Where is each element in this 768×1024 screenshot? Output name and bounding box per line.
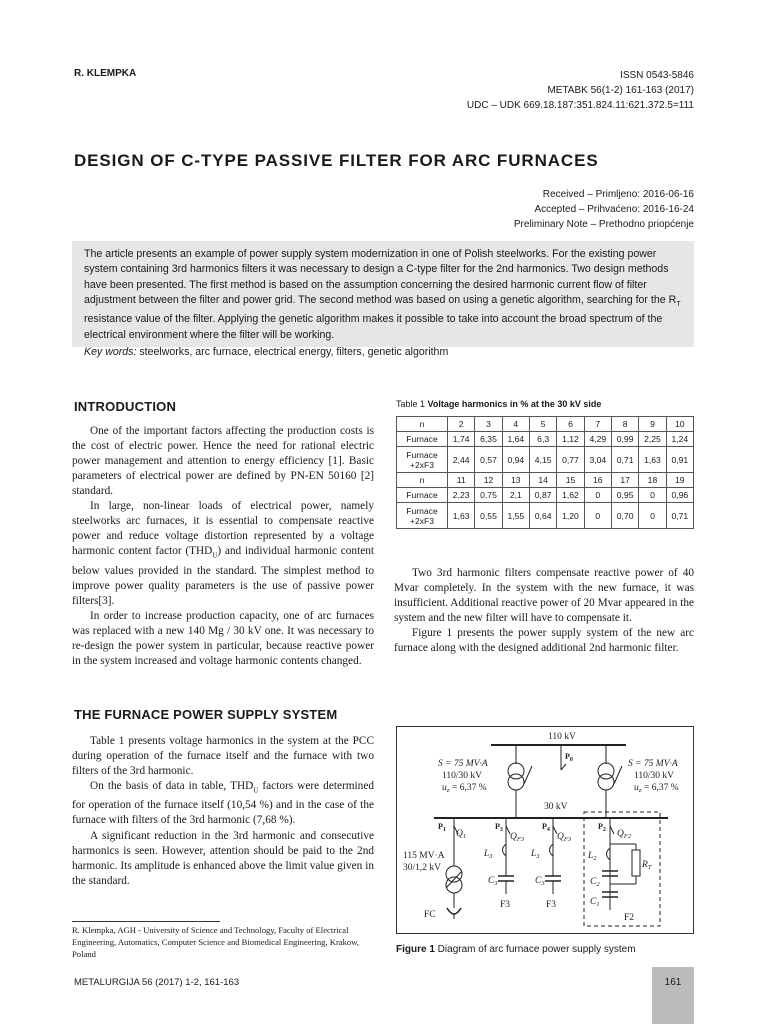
row-label-cell: Furnace [397,488,448,503]
right-column-text [394,566,694,656]
journal-reference: METABK 56(1-2) 161-163 (2017) [547,85,694,96]
f3b-label: F3 [546,900,557,910]
table-cell: 0,91 [666,447,693,473]
table-cell: 4,29 [584,432,611,447]
table-cell: 12 [475,473,502,488]
tr-right-uz: $u_z = 6,37$ % [634,783,679,794]
tr-right-power: S = 75 MV·A [628,759,678,769]
table-cell: 2,25 [639,432,666,447]
furnace-tr-ratio: 30/1,2 kV [403,863,441,873]
table-cell: 2 [448,417,475,432]
table-cell: 10 [666,417,693,432]
page-number: 161 [664,977,682,988]
table-cell: 19 [666,473,693,488]
table-cell: 1,62 [557,488,584,503]
c2-label: $C_2$ [590,877,600,888]
supply-paragraph: On the basis of data in table, $THD_U$ factors were determined for operation of the furnace itself (10,54 %) and in the case of the furnace with filters of the 3rd harmonic (7,68 %). [72,780,374,827]
p0-arrow [561,764,566,770]
table-cell: 1,64 [502,432,529,447]
row-label-cell: Furnace +2xF3 [397,503,448,529]
paper-type-note: Preliminary Note – Prethodno priopćenje [513,219,694,230]
table-cell: 4,15 [529,447,556,473]
table-cell: 15 [557,473,584,488]
table-cell: 0,77 [557,447,584,473]
author-affiliation: R. Klempka, AGH - University of Science and Technology, Faculty of Electrical Engineering, Automatics, Computer Science and Biomedical Engineering, Krakow, Poland [72,925,360,959]
table-cell: 1,55 [502,503,529,529]
rt-resistor [632,850,640,876]
tr-left-ratio: 110/30 kV [442,771,483,781]
tr-right-coil-2 [598,774,614,790]
table-cell: 1,74 [448,432,475,447]
row-label-cell: Furnace [397,432,448,447]
footnote-rule [72,921,220,922]
p2-label: $P_2$ [598,822,606,833]
c3b-label: $C_3$ [535,876,545,887]
table-cell: 3,04 [584,447,611,473]
intro-paragraph: One of the important factors affecting the production costs is the cost of electric power. Hence the need for rational electric power management and attention to energy efficiency [1]. Basic parameters of electrical power are defined by PN-EN 50160 [2] standard. [72,425,374,498]
table-cell: 0 [639,488,666,503]
tr-left-tap [524,766,532,784]
table-row [397,503,694,529]
table-cell: 16 [584,473,611,488]
table-cell: 11 [448,473,475,488]
author-header: R. KLEMPKA [74,68,137,79]
paper-title: DESIGN OF C-TYPE PASSIVE FILTER FOR ARC FURNACES [74,151,599,170]
table-cell: 6,3 [529,432,556,447]
bus-30kv-label: 30 kV [544,802,568,812]
abstract-text: The article presents an example of power supply system modernization in one of Polish steelworks. For the existing power system containing 3rd harmonics filters it was necessary to design a C-type filter for the 2nd harmonics. Two design methods have been presented. The first method is based on the assumption concerning the desired harmonic current flow of filter adjustment between the filter and power grid. The second method was based on using a genetic algorithm, searching for the $R_T$ resistance value of the filter. Applying the genetic algorithm makes it possible to take into account the broad spectrum of the electrical environment where the filter will be working. [84,248,681,341]
table-cell: 0,71 [611,447,638,473]
f3a-label: F3 [500,900,511,910]
table-cell: 1,12 [557,432,584,447]
udc-code: UDC – UDK 669.18.187:351.824.11:621.372.5=111 [466,100,694,111]
power-supply-diagram [396,726,694,934]
l2-label: $L_2$ [588,851,597,862]
table-cell: 17 [611,473,638,488]
table-cell: 0 [584,488,611,503]
bus-110kv-label: 110 kV [548,732,576,742]
l3b-label: $L_3$ [531,849,540,860]
arc-furnace-icon [447,908,461,914]
supply-heading: THE FURNACE POWER SUPPLY SYSTEM [74,707,338,722]
table-cell: 1,20 [557,503,584,529]
row-label-cell: n [397,417,448,432]
table-row [397,473,694,488]
table-cell: 0,87 [529,488,556,503]
supply-paragraph: A significant reduction in the 3rd harmonic and consecutive harmonics is seen. However, attention should be paid to the 2nd harmonic. Its amplitude is enhanced above the limit value given in the standard. [72,829,374,887]
abstract-box [72,241,694,358]
table-cell: 0,70 [611,503,638,529]
issn: ISSN 0543-5846 [620,70,694,81]
f2-label: F2 [624,913,635,923]
table-cell: 18 [639,473,666,488]
row-label-cell: n [397,473,448,488]
supply-paragraph: Table 1 presents voltage harmonics in the system at the PCC during operation of the furnace itself and the furnace with two filters of the 3rd harmonic. [72,735,374,778]
supply-body [72,734,374,889]
intro-body [72,424,374,669]
table-row [397,447,694,473]
table-cell: 2,1 [502,488,529,503]
table-cell: 0,55 [475,503,502,529]
table-cell: 9 [639,417,666,432]
tr-left-coil-2 [508,774,524,790]
table-cell: 5 [529,417,556,432]
table-cell: 6 [557,417,584,432]
table-cell: 0,95 [611,488,638,503]
received-date: Received – Primljeno: 2016-06-16 [542,189,694,200]
table-cell: 8 [611,417,638,432]
furnace-tr-power: 115 MV·A [403,851,445,861]
journal-metadata [467,68,694,113]
l3b-inductor [550,844,554,856]
p4-label: $P_4$ [542,822,550,833]
harmonics-table [396,416,694,529]
accepted-date: Accepted – Prihvaćeno: 2016-16-24 [534,204,694,215]
table-cell: 1,63 [639,447,666,473]
table-cell: 2,23 [448,488,475,503]
body-paragraph: Figure 1 presents the power supply system of the new arc furnace along with the designed additional 2nd harmonic filter. [394,627,694,655]
table-cell: 0,75 [475,488,502,503]
page-number-box [652,967,694,1024]
table-cell: 4 [502,417,529,432]
figure-caption: Figure 1 Diagram of arc furnace power supply system [396,944,636,955]
table-cell: 0,71 [666,503,693,529]
tr-right-tap [614,766,622,784]
table-caption: Table 1 Voltage harmonics in % at the 30 kV side [396,399,602,409]
table-cell: 1,63 [448,503,475,529]
table-cell: 0 [584,503,611,529]
row-label-cell: Furnace +2xF3 [397,447,448,473]
tr-right-ratio: 110/30 kV [634,771,675,781]
c3a-label: $C_3$ [488,876,498,887]
p3-label: $P_3$ [495,822,503,833]
table-cell: 14 [529,473,556,488]
rt-label: $R_T$ [642,860,652,871]
fc-label: FC [424,910,436,920]
l2-inductor [607,848,611,860]
body-paragraph: Two 3rd harmonic filters compensate reactive power of 40 Mvar completely. In the system with the new furnace, it was insufficient. Additional reactive power of 20 Mvar appeared in the system and the new filter will have to compensate it. [394,567,694,625]
table-cell: 0,57 [475,447,502,473]
intro-heading: INTRODUCTION [74,399,177,414]
q1-label: $Q_1$ [456,829,467,840]
table-cell: 0,96 [666,488,693,503]
submission-dates [514,187,694,232]
f2-breaker [610,826,614,834]
table-cell: 0,94 [502,447,529,473]
intro-paragraph: In large, non-linear loads of electrical power, namely steelworks arc furnaces, it is essential to compensate reactive power and reduce voltage distortion represented by a voltage harmonic content factor $(THD_U)$ and individual harmonic content below values provided in the standard. The simplest method to improve power quality parameters is the use of passive power filters[3]. [72,500,375,607]
table-cell: 0 [639,503,666,529]
qf3a-label: $Q_{F3}$ [510,832,525,843]
table-cell: 3 [475,417,502,432]
qf3b-label: $Q_{F3}$ [557,832,572,843]
p0-label: $P_0$ [565,752,573,763]
table-cell: 0,99 [611,432,638,447]
journal-footer: METALURGIJA 56 (2017) 1-2, 161-163 [74,977,240,988]
qf2-label: $Q_{F2}$ [617,829,632,840]
c1-label: $C_1$ [590,897,600,908]
tr-left-power: S = 75 MV·A [438,759,488,769]
intro-paragraph: In order to increase production capacity, one of arc furnaces was replaced with a new 140 Mg / 30 kV one. It was necessary to re-design the power system in particular, because reactive power in the system increased and voltage harmonic contents changed. [72,609,374,667]
l3a-label: $L_3$ [484,849,493,860]
table-cell: 6,35 [475,432,502,447]
tr-left-uz: $u_z = 6,37$ % [442,783,487,794]
table-row [397,488,694,503]
p1-label: $P_1$ [438,822,446,833]
keywords: Key words: steelworks, arc furnace, electrical energy, filters, genetic algorithm [84,345,449,358]
table-cell: 13 [502,473,529,488]
table-cell: 0,64 [529,503,556,529]
table-cell: 7 [584,417,611,432]
l3a-inductor [503,844,507,856]
table-cell: 1,24 [666,432,693,447]
table-row [397,432,694,447]
table-row [397,417,694,432]
table-cell: 2,44 [448,447,475,473]
